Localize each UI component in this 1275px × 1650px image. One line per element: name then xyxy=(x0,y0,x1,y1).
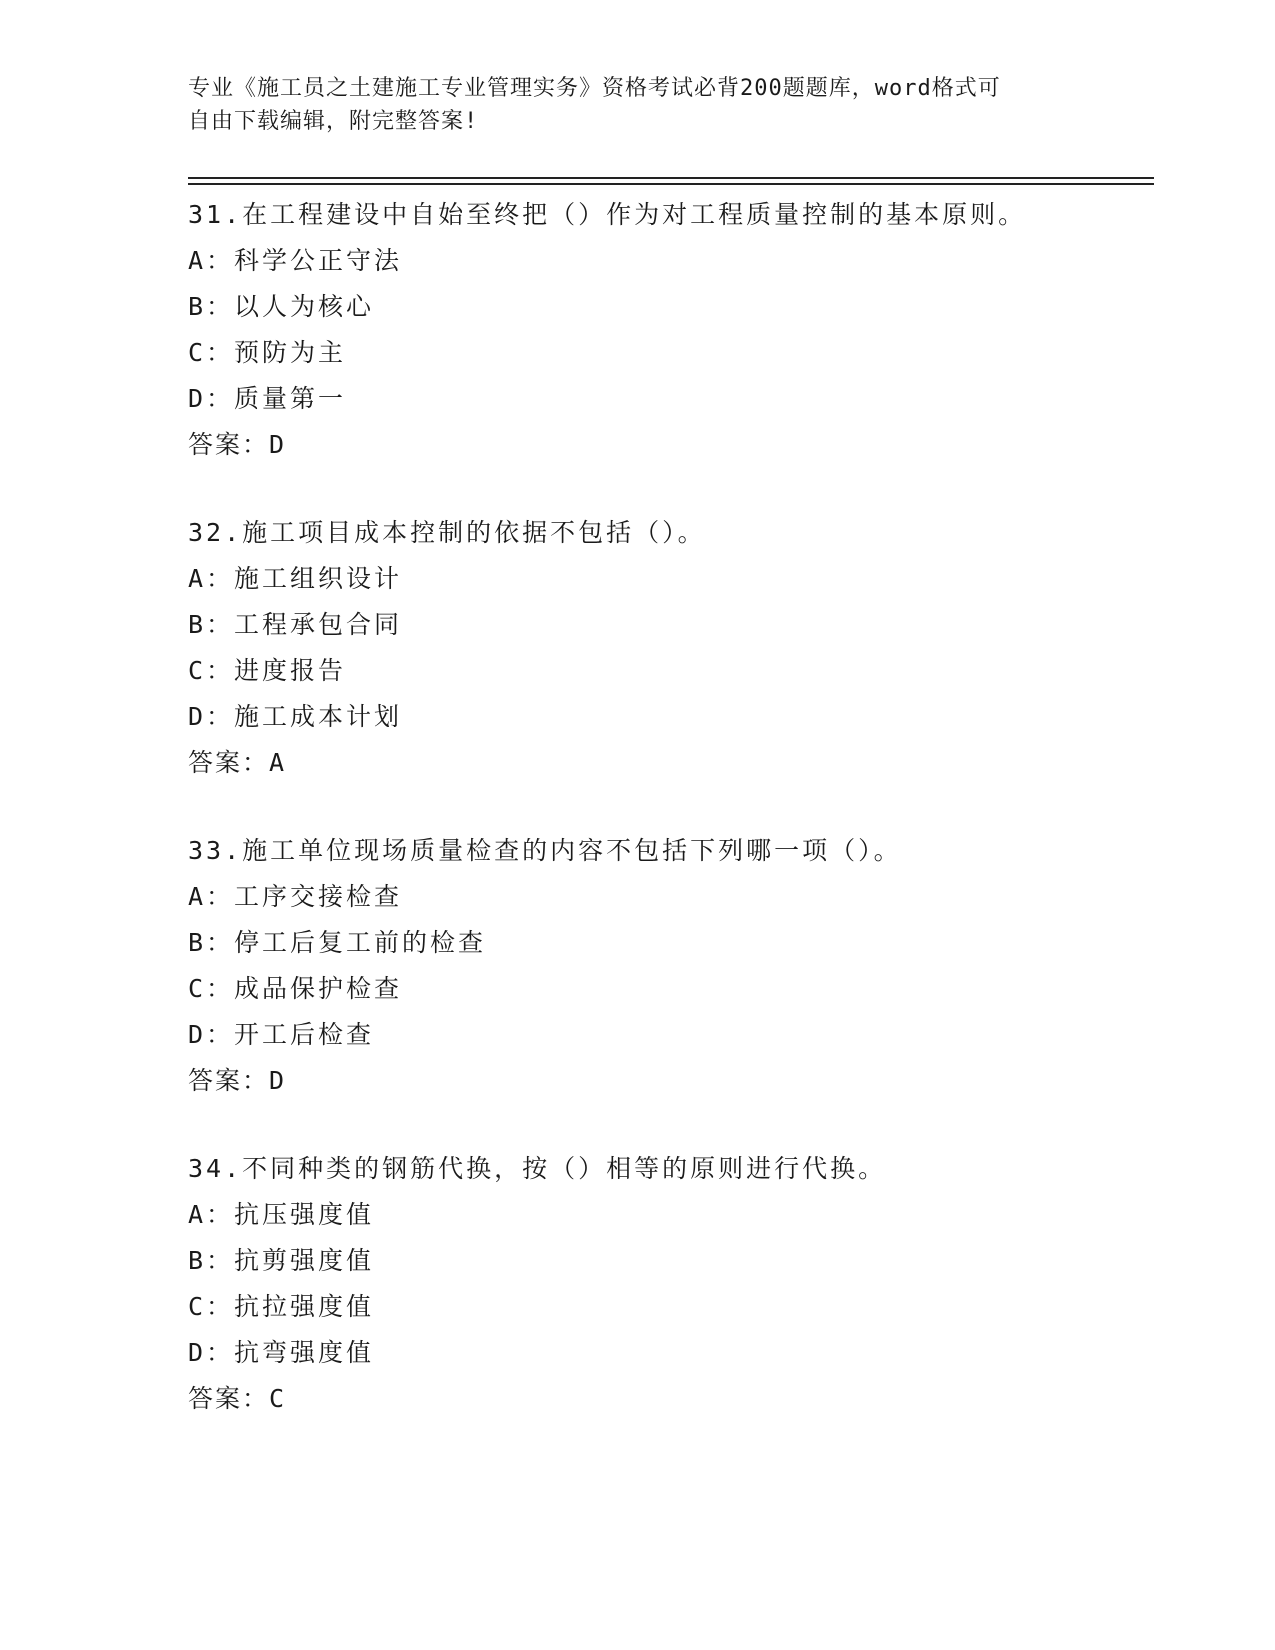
header-line-1: 专业《施工员之土建施工专业管理实务》资格考试必背200题题库，word格式可 xyxy=(188,76,1001,101)
option-b: B：工程承包合同 xyxy=(188,610,403,639)
option-b: B：以人为核心 xyxy=(188,292,375,321)
question-33 xyxy=(188,828,1168,1104)
option-d: D：抗弯强度值 xyxy=(188,1338,375,1367)
option-a: A：工序交接检查 xyxy=(188,882,403,911)
question-stem: 31.在工程建设中自始至终把（）作为对工程质量控制的基本原则。 xyxy=(188,200,1027,229)
option-b: B：抗剪强度值 xyxy=(188,1246,375,1275)
option-a: A：施工组织设计 xyxy=(188,564,403,593)
option-c: C：抗拉强度值 xyxy=(188,1292,375,1321)
option-c: C：预防为主 xyxy=(188,338,347,367)
option-c: C：成品保护检查 xyxy=(188,974,403,1003)
header-divider-bottom xyxy=(188,183,1154,185)
header-divider-top xyxy=(188,177,1154,179)
answer-label: 答案： xyxy=(188,430,270,459)
document-header xyxy=(188,72,1068,138)
answer-line xyxy=(188,1376,1168,1422)
answer-line xyxy=(188,740,1168,786)
option-b: B：停工后复工前的检查 xyxy=(188,928,487,957)
question-32 xyxy=(188,510,1168,786)
question-stem: 33.施工单位现场质量检查的内容不包括下列哪一项（）。 xyxy=(188,836,902,865)
answer-label: 答案： xyxy=(188,1384,270,1413)
answer-label: 答案： xyxy=(188,748,270,777)
question-stem: 34.不同种类的钢筋代换，按（）相等的原则进行代换。 xyxy=(188,1154,887,1183)
option-d: D：开工后检查 xyxy=(188,1020,375,1049)
question-31 xyxy=(188,192,1168,468)
option-d: D：施工成本计划 xyxy=(188,702,403,731)
answer-value: D xyxy=(269,430,287,459)
option-d: D：质量第一 xyxy=(188,384,347,413)
answer-label: 答案： xyxy=(188,1066,270,1095)
answer-value: A xyxy=(269,748,287,777)
option-c: C：进度报告 xyxy=(188,656,347,685)
question-34 xyxy=(188,1146,1168,1422)
option-a: A：抗压强度值 xyxy=(188,1200,375,1229)
answer-value: D xyxy=(269,1066,287,1095)
answer-value: C xyxy=(269,1384,287,1413)
question-stem: 32.施工项目成本控制的依据不包括（）。 xyxy=(188,518,706,547)
answer-line xyxy=(188,422,1168,468)
answer-line xyxy=(188,1058,1168,1104)
option-a: A：科学公正守法 xyxy=(188,246,403,275)
header-line-2: 自由下载编辑，附完整答案! xyxy=(188,109,479,134)
